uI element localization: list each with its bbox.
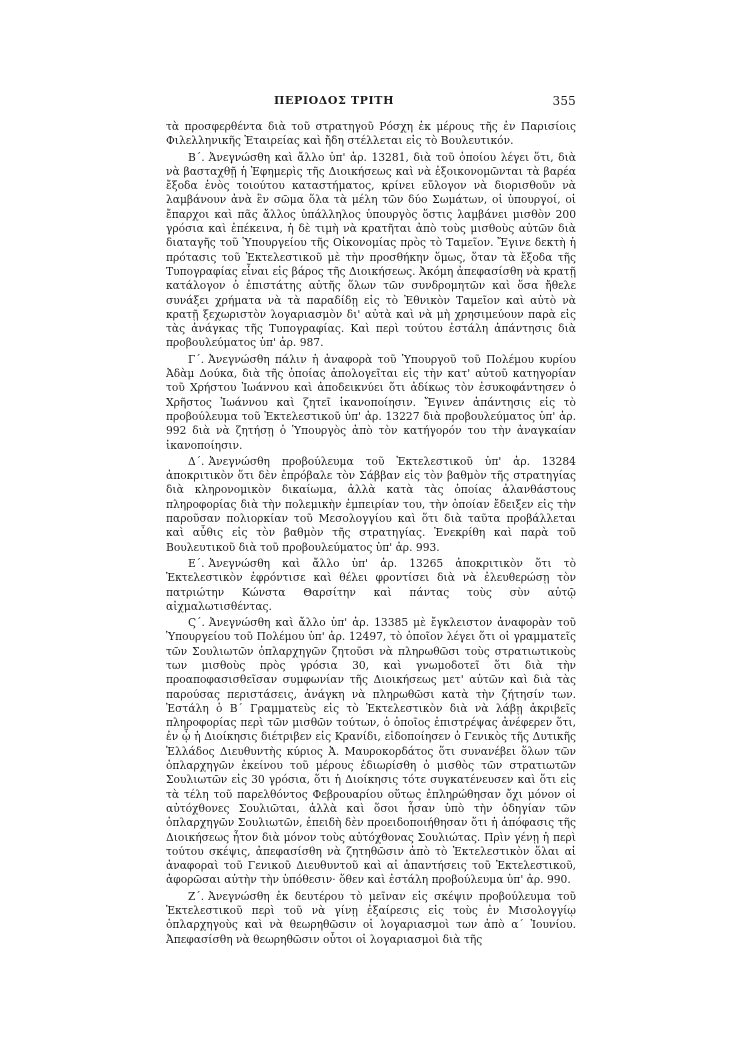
paragraph-mark: Β΄. bbox=[188, 150, 205, 164]
paragraph-mark: Δ΄. bbox=[188, 454, 205, 468]
paragraph-b bbox=[166, 151, 576, 351]
paragraph-text: Ἀνεγνώσθη καὶ ἄλλο ὑπ' ἀρ. 13385 μὲ ἔγκλειστον ἀναφορὰν τοῦ Ὑπουργείου τοῦ Πολέμου ὑπ' ἀρ. 12497, τὸ ὁποῖον λέγει ὅτι οἱ γραμματεῖς τῶν Σουλιωτῶν ὁπλαρχηγῶν ζητοῦσι νὰ πληρωθῶσι τοὺς στρατιωτικοὺς των μισθοὺς πρὸς γρόσια 30, καὶ γνωμοδοτεῖ ὅτι διὰ τὴν προαποφασισθεῖσαν συμφωνίαν τῆς Διοικήσεως μετ' αὐτῶν καὶ διὰ τὰς παρούσας περιστάσεις, ἀνάγκη νὰ πληρωθῶσι κατὰ τὴν ζήτησίν των. Ἐστάλη ὁ Β΄ Γραμματεὺς εἰς τὸ Ἐκτελεστικὸν διὰ νὰ λάβῃ ἀκριβεῖς πληροφορίας περὶ τῶν μισθῶν τούτων, ὁ ὁποῖος ἐπιστρέψας ἀνέφερεν ὅτι, ἐν ᾧ ἡ Διοίκησις διέτριβεν εἰς Κρανίδι, εἰδοποίησεν ὁ Γενικὸς τῆς Δυτικῆς Ἑλλάδος Διευθυντὴς κύριος Ἀ. Μαυροκορδάτος ὅτι συνανέβει ὅλων τῶν ὁπλαρχηγῶν ἐκείνου τοῦ μέρους ἐδιωρίσθη ὁ μισθὸς τῶν στρατιωτῶν Σουλιωτῶν εἰς 30 γρόσια, ὅτι ἡ Διοίκησις τότε συγκατένευσεν καὶ ὅτι εἰς τὰ τέλη τοῦ παρελθόντος Φεβρουαρίου οὕτως ἐπληρώθησαν ὄχι μόνον οἱ αὐτόχθονες Σουλιῶται, ἀλλὰ καὶ ὅσοι ἦσαν ὑπὸ τὴν ὁδηγίαν τῶν ὁπλαρχηγῶν Σουλιωτῶν, ἐπειδὴ δὲν προειδοποιήθησαν ὅτι ἡ ἀπόφασις τῆς Διοικήσεως ἦτον διὰ μόνον τοὺς αὐτόχθονας Σουλιώτας. Πρὶν γένῃ ἡ περὶ τούτου σκέψις, ἀπεφασίσθη νὰ ζητηθῶσιν ἀπὸ τὸ Ἐκτελεστικὸν ὅλαι αἱ ἀναφοραὶ τοῦ Γενικοῦ Διευθυντοῦ καὶ αἱ ἀπαντήσεις τοῦ Ἐκτελεστικοῦ, ἀφορῶσαι αὐτὴν τὴν ὑπόθεσιν· ὅθεν καὶ ἐστάλη προβούλευμα ὑπ' ἀρ. 990. bbox=[166, 616, 576, 887]
paragraph-e bbox=[166, 557, 576, 614]
paragraph-text: Ἀνεγνώσθη ἐκ δευτέρου τὸ μεῖναν εἰς σκέψιν προβούλευμα τοῦ Ἐκτελεστικοῦ περὶ τοῦ νὰ γίνῃ ἐξαίρεσις εἰς τοὺς ἐν Μισολογγίῳ ὁπλαρχηγοὺς καὶ νὰ θεωρηθῶσιν οἱ λογαριασμοὶ των ἀπὸ α΄ Ἰουνίου. Ἀπεφασίσθη νὰ θεωρηθῶσιν οὗτοι οἱ λογαριασμοὶ διὰ τῆς bbox=[166, 889, 576, 946]
body-text bbox=[166, 120, 576, 947]
paragraph-mark: Ζ΄. bbox=[188, 889, 205, 903]
paragraph-mark: Ε΄. bbox=[188, 556, 205, 570]
paragraph-text: Ἀνεγνώσθη καὶ ἄλλο ὑπ' ἀρ. 13265 ἀποκριτικὸν ὅτι τὸ Ἐκτελεστικὸν ἐφρόντισε καὶ θέλει φροντίσει διὰ νὰ ἐλευθερώσῃ τὸν πατριώτην Κώνστα Θαρσίτην καὶ πάντας τοὺς σὺν αὐτῷ αἰχμαλωτισθέντας. bbox=[166, 556, 576, 613]
paragraph-d bbox=[166, 455, 576, 555]
paragraph-continuation bbox=[166, 120, 576, 149]
running-head bbox=[0, 94, 744, 110]
paragraph-z bbox=[166, 890, 576, 947]
paragraph-c bbox=[166, 353, 576, 453]
paragraph-text: Ἀνεγνώσθη πάλιν ἡ ἀναφορὰ τοῦ Ὑπουργοῦ τοῦ Πολέμου κυρίου Ἀδὰμ Δούκα, διὰ τῆς ὁποίας ἀπολογεῖται εἰς τὴν κατ' αὐτοῦ κατηγορίαν τοῦ Χρήστου Ἰωάννου καὶ ἀποδεικνύει ὅτι ἀδίκως τὸν ἐσυκοφάντησεν ὁ Χρῆστος Ἰωάννου καὶ ζητεῖ ἱκανοποίησιν. Ἔγινεν ἀπάντησις εἰς τὸ προβούλευμα τοῦ Ἐκτελεστικοῦ ὑπ' ἀρ. 13227 διὰ προβουλεύματος ὑπ' ἀρ. 992 διὰ νὰ ζητήσῃ ὁ Ὑπουργὸς ἀπὸ τὸν κατήγορόν του τὴν ἀναγκαίαν ἱκανοποίησιν. bbox=[166, 352, 576, 452]
paragraph-text: τὰ προσφερθέντα διὰ τοῦ στρατηγοῦ Ρόσχη ἐκ μέρους τῆς ἐν Παρισίοις Φιλελληνικῆς Ἑταιρείας καὶ ἤδη στέλλεται εἰς τὸ Βουλευτικόν. bbox=[166, 120, 576, 148]
paragraph-text: Ἀνεγνώσθη προβούλευμα τοῦ Ἐκτελεστικοῦ ὑπ' ἀρ. 13284 ἀποκριτικὸν ὅτι δὲν ἐπρόβαλε τὸν Σάββαν εἰς τὸν βαθμὸν τῆς στρατηγίας διὰ κληρονομικὸν δικαίωμα, ἀλλὰ κατὰ τὰς ὁποίας ἀλανθάστους πληροφορίας διὰ τὴν πολεμικὴν ἐμπειρίαν του, τὴν ὁποίαν ἔδειξεν εἰς τὴν παροῦσαν πολιορκίαν τοῦ Μεσολογγίου καὶ ὅτι διὰ ταῦτα προβάλλεται καὶ αὖθις εἰς τὸν βαθμὸν τῆς στρατηγίας. Ἐνεκρίθη καὶ παρὰ τοῦ Βουλευτικοῦ διὰ τοῦ προβουλεύματος ὑπ' ἀρ. 993. bbox=[166, 454, 576, 554]
paragraph-st bbox=[166, 616, 576, 888]
paragraph-mark: Γ΄. bbox=[188, 352, 205, 366]
paragraph-mark: Ϛ΄. bbox=[188, 616, 205, 630]
page-number: 355 bbox=[552, 94, 576, 108]
running-title: ΠΕΡΙΟΔΟΣ ΤΡΙΤΗ bbox=[274, 94, 395, 107]
paragraph-text: Ἀνεγνώσθη καὶ ἄλλο ὑπ' ἀρ. 13281, διὰ τοῦ ὁποίου λέγει ὅτι, διὰ νὰ βασταχθῇ ἡ Ἐφημερὶς τῆς Διοικήσεως καὶ νὰ ἐξοικονομῶνται τὰ βαρέα ἔξοδα ἑνὸς τοιούτου καταστήματος, κρίνει εὔλογον νὰ διορισθοῦν νὰ λαμβάνουν ἀνὰ ἓν σῶμα ὅλα τὰ μέλη τῶν δύο Σωμάτων, οἱ ὑπουργοί, οἱ ἔπαρχοι καὶ πᾶς ἄλλος ὑπάλληλος ὑπουργὸς ὅστις λαμβάνει μισθὸν 200 γρόσια καὶ ἐπέκεινα, ἡ δὲ τιμὴ νὰ κρατῆται ἀπὸ τοὺς μισθοὺς αὐτῶν διὰ διαταγῆς τοῦ Ὑπουργείου τῆς Οἰκονομίας πρὸς τὸ Ταμεῖον. Ἔγινε δεκτὴ ἡ πρότασις τοῦ Ἐκτελεστικοῦ μὲ τὴν προσθήκην ὅμως, ὅταν τὰ ἔξοδα τῆς Τυπογραφίας εἶναι εἰς βάρος τῆς Διοικήσεως. Ἀκόμη ἀπεφασίσθη νὰ κρατῇ κατάλογον ὁ ἐπιστάτης αὐτῆς ὅλων τῶν συνδρομητῶν καὶ ὅσα ἤθελε συνάξει χρήματα νὰ τὰ παραδίδῃ εἰς τὸ Ἐθνικὸν Ταμεῖον καὶ αὐτὸ νὰ κρατῇ ξεχωριστὸν λογαριασμὸν δι' αὐτὰ καὶ νὰ μὴ χρησιμεύουν παρὰ εἰς τὰς ἀνάγκας τῆς Τυπογραφίας. Καὶ περὶ τούτου ἐστάλη ἀπάντησις διὰ προβουλεύματος ὑπ' ἀρ. 987. bbox=[166, 150, 576, 350]
